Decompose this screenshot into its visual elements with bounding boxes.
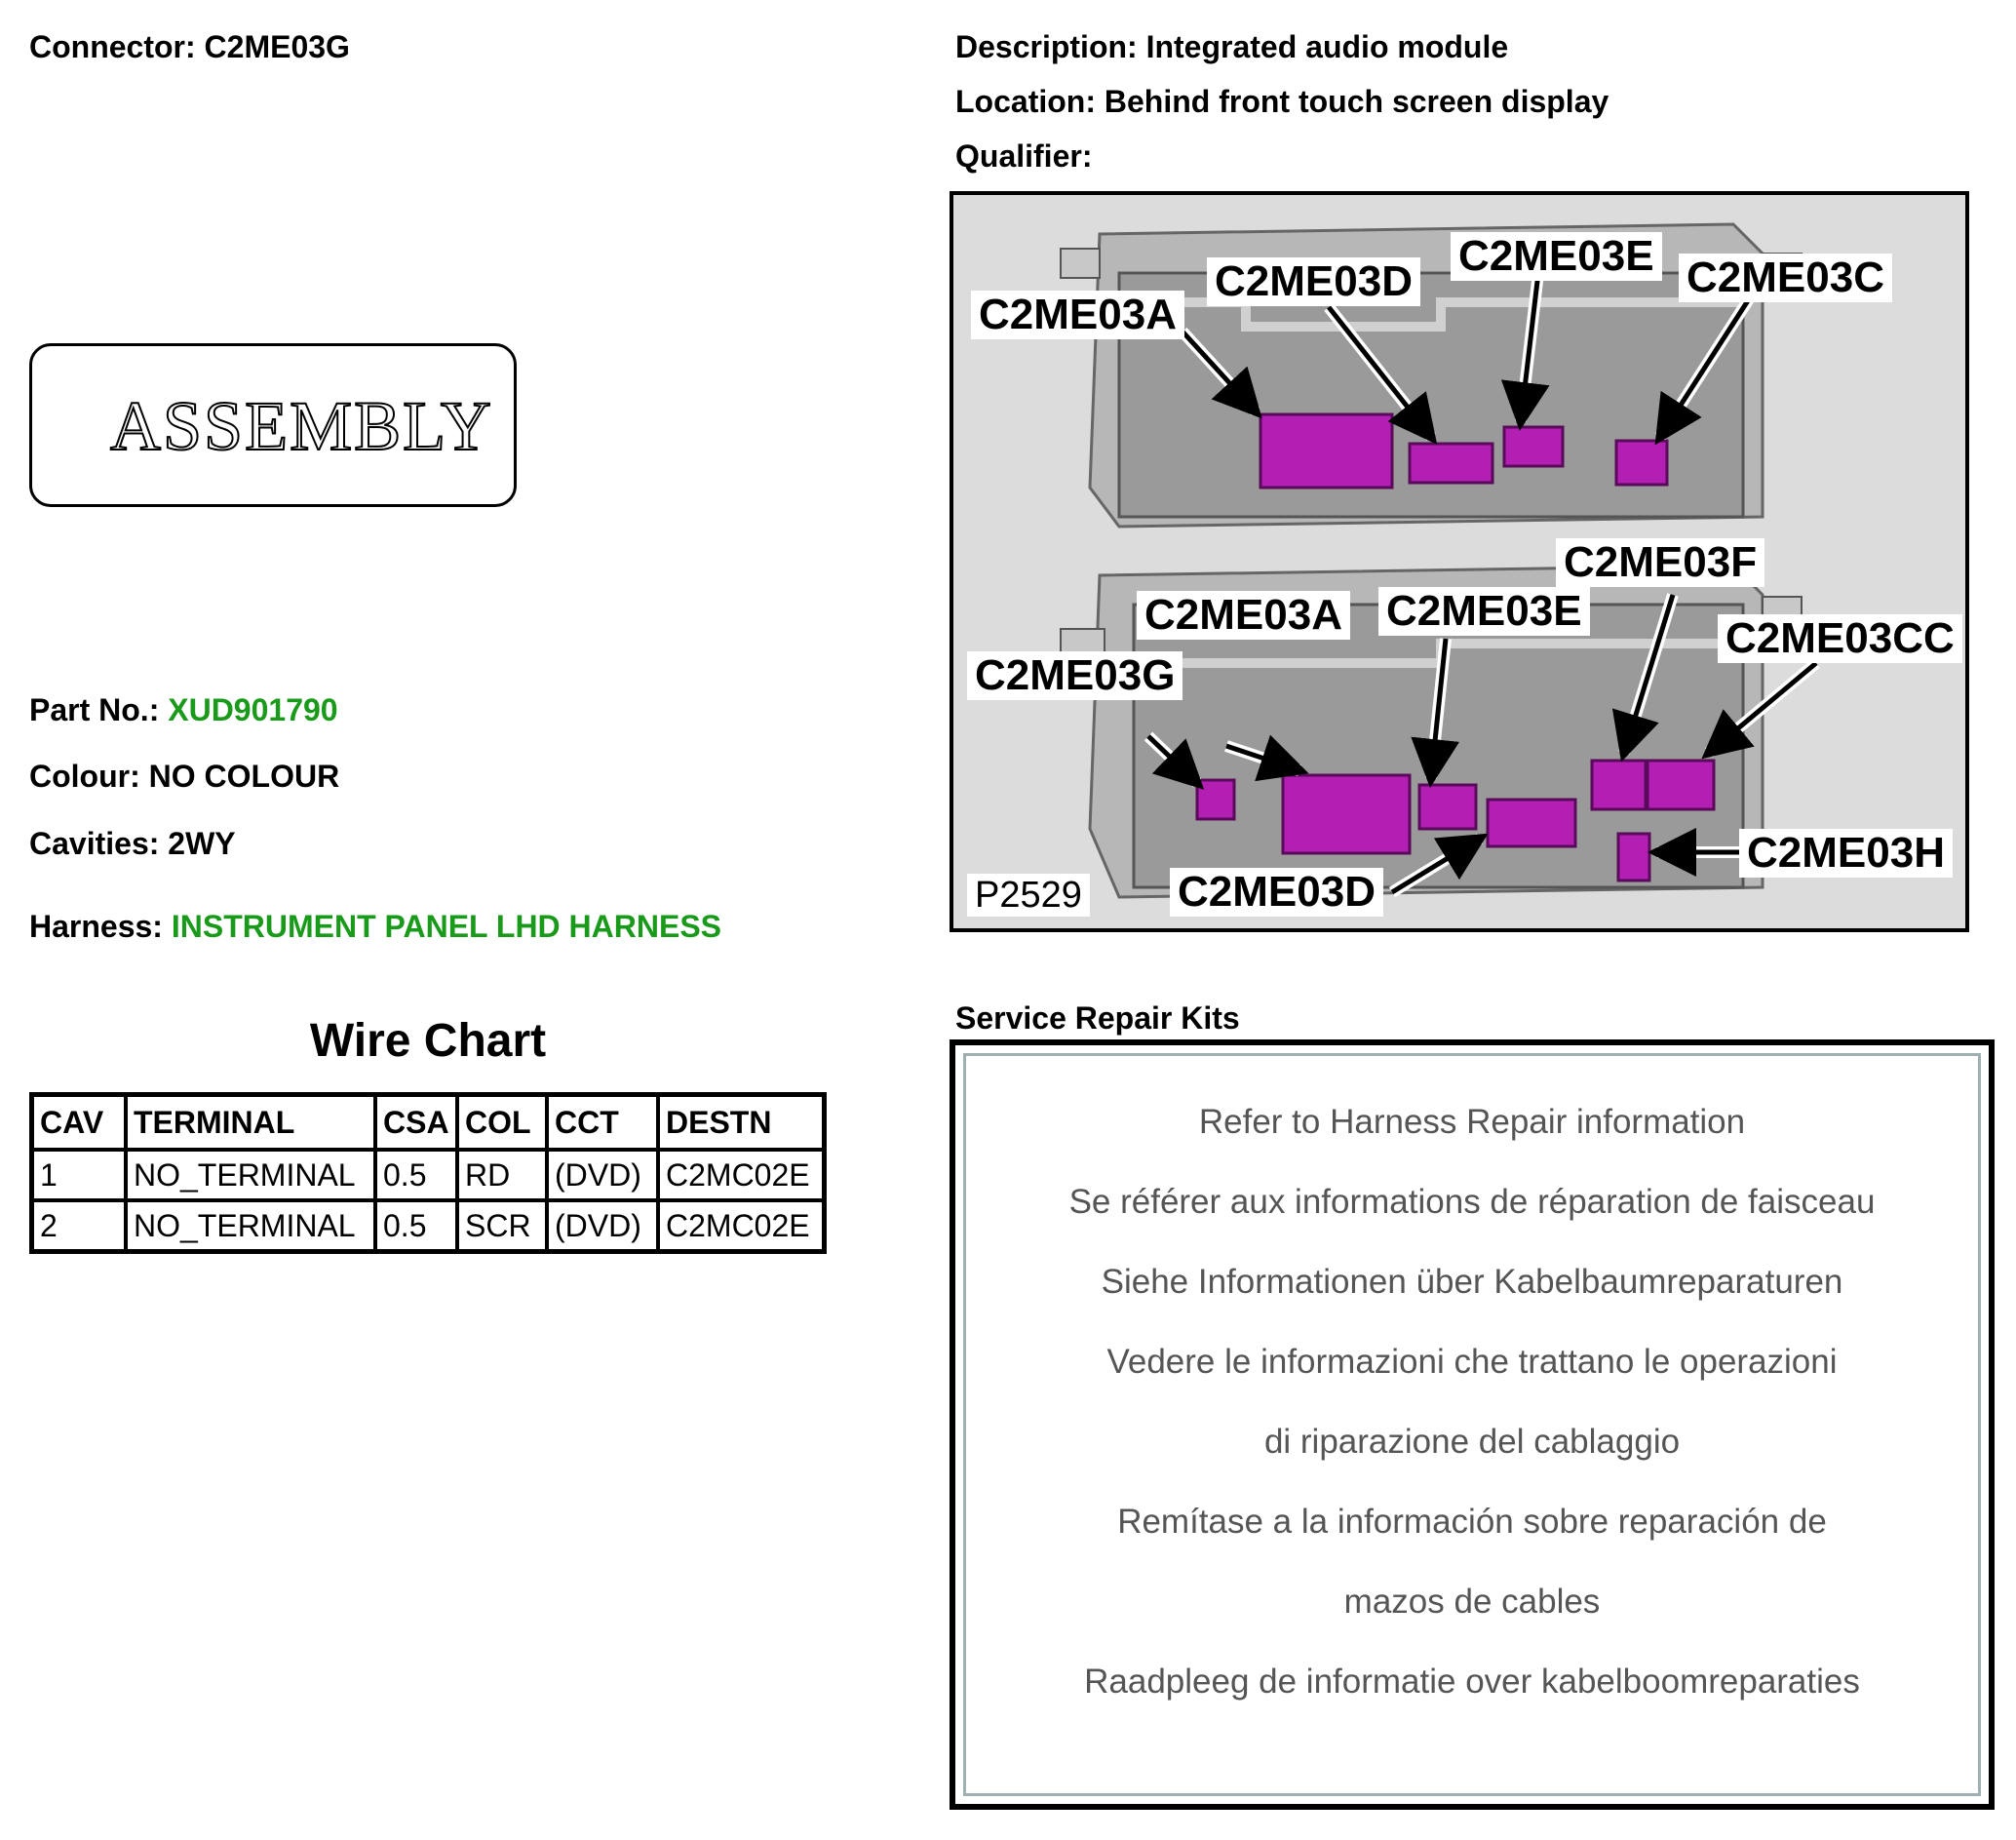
cell-destn[interactable]: C2MC02E [658, 1150, 825, 1200]
col-cav-header: CAV [32, 1095, 127, 1151]
callout-top-c2me03d: C2ME03D [1207, 257, 1420, 306]
cell-col: RD [457, 1150, 547, 1200]
callout-top-c2me03c: C2ME03C [1679, 254, 1892, 302]
cell-terminal: NO_TERMINAL [126, 1200, 375, 1252]
kit-line-es-2: mazos de cables [1343, 1583, 1601, 1621]
cavities-label: Cavities: [29, 826, 160, 861]
kit-line-de: Siehe Informationen über Kabelbaumreparaturen [1101, 1263, 1843, 1301]
col-destn-header: DESTN [658, 1095, 825, 1151]
harness-label: Harness: [29, 909, 163, 944]
cavities-value: 2WY [168, 826, 236, 861]
col-col-header: COL [457, 1095, 547, 1151]
callout-bottom-c2me03cc: C2ME03CC [1718, 614, 1962, 663]
connector-line [29, 27, 350, 66]
description-value: Integrated audio module [1145, 29, 1509, 64]
kit-line-en: Refer to Harness Repair information [1198, 1103, 1746, 1141]
cell-col: SCR [457, 1200, 547, 1252]
kit-line-it-1: Vedere le informazioni che trattano le operazioni [1106, 1343, 1838, 1381]
location-line [955, 82, 1609, 121]
col-cct-header: CCT [547, 1095, 658, 1151]
description-line [955, 27, 1508, 66]
colour-value: NO COLOUR [148, 759, 340, 794]
part-no-link[interactable]: XUD901790 [168, 692, 338, 727]
service-repair-kits-box [950, 1039, 1995, 1810]
photo-code: P2529 [967, 874, 1090, 917]
callout-top-c2me03a: C2ME03A [971, 291, 1184, 339]
kit-line-es-1: Remítase a la información sobre reparación de [1117, 1503, 1827, 1541]
colour-label: Colour: [29, 759, 140, 794]
wire-chart-title: Wire Chart [309, 1015, 547, 1067]
harness-line [29, 907, 721, 946]
cell-cav: 2 [32, 1200, 127, 1252]
assembly-box [29, 343, 517, 507]
assembly-label: ASSEMBLY [110, 387, 493, 465]
part-no-line [29, 690, 338, 729]
cavities-line [29, 824, 236, 863]
cell-csa: 0.5 [375, 1200, 457, 1252]
callout-bottom-c2me03g: C2ME03G [967, 651, 1182, 700]
cell-cav: 1 [32, 1150, 127, 1200]
col-csa-header: CSA [375, 1095, 457, 1151]
callout-bottom-c2me03e: C2ME03E [1378, 587, 1590, 636]
cell-csa: 0.5 [375, 1150, 457, 1200]
cell-terminal: NO_TERMINAL [126, 1150, 375, 1200]
wire-chart-header-row [32, 1095, 825, 1151]
kit-line-nl: Raadpleeg de informatie over kabelboomreparaties [1084, 1663, 1860, 1701]
description-label: Description: [955, 29, 1138, 64]
qualifier-label: Qualifier: [955, 138, 1093, 174]
location-value: Behind front touch screen display [1104, 84, 1609, 119]
cell-destn[interactable]: C2MC02E [658, 1200, 825, 1252]
table-row [32, 1200, 825, 1252]
colour-line [29, 757, 339, 796]
callout-bottom-c2me03h: C2ME03H [1739, 829, 1953, 878]
cell-cct: (DVD) [547, 1150, 658, 1200]
part-no-label: Part No.: [29, 692, 160, 727]
location-label: Location: [955, 84, 1096, 119]
kit-line-fr: Se référer aux informations de réparation de faisceau [1068, 1183, 1876, 1221]
callout-bottom-c2me03f: C2ME03F [1556, 538, 1764, 587]
kit-line-it-2: di riparazione del cablaggio [1263, 1423, 1681, 1461]
qualifier-line [955, 137, 1092, 176]
callout-top-c2me03e: C2ME03E [1451, 232, 1662, 281]
wire-chart-table [29, 1092, 827, 1254]
harness-link[interactable]: INSTRUMENT PANEL LHD HARNESS [171, 909, 722, 944]
connector-value: C2ME03G [204, 29, 350, 64]
connector-label: Connector: [29, 29, 196, 64]
service-repair-kits-title: Service Repair Kits [955, 1000, 1240, 1036]
table-row [32, 1150, 825, 1200]
module-photo [950, 191, 1969, 932]
callout-bottom-c2me03d: C2ME03D [1170, 868, 1383, 917]
callout-bottom-c2me03a: C2ME03A [1137, 591, 1350, 640]
service-repair-kits-panel [963, 1053, 1981, 1796]
cell-cct: (DVD) [547, 1200, 658, 1252]
col-terminal-header: TERMINAL [126, 1095, 375, 1151]
